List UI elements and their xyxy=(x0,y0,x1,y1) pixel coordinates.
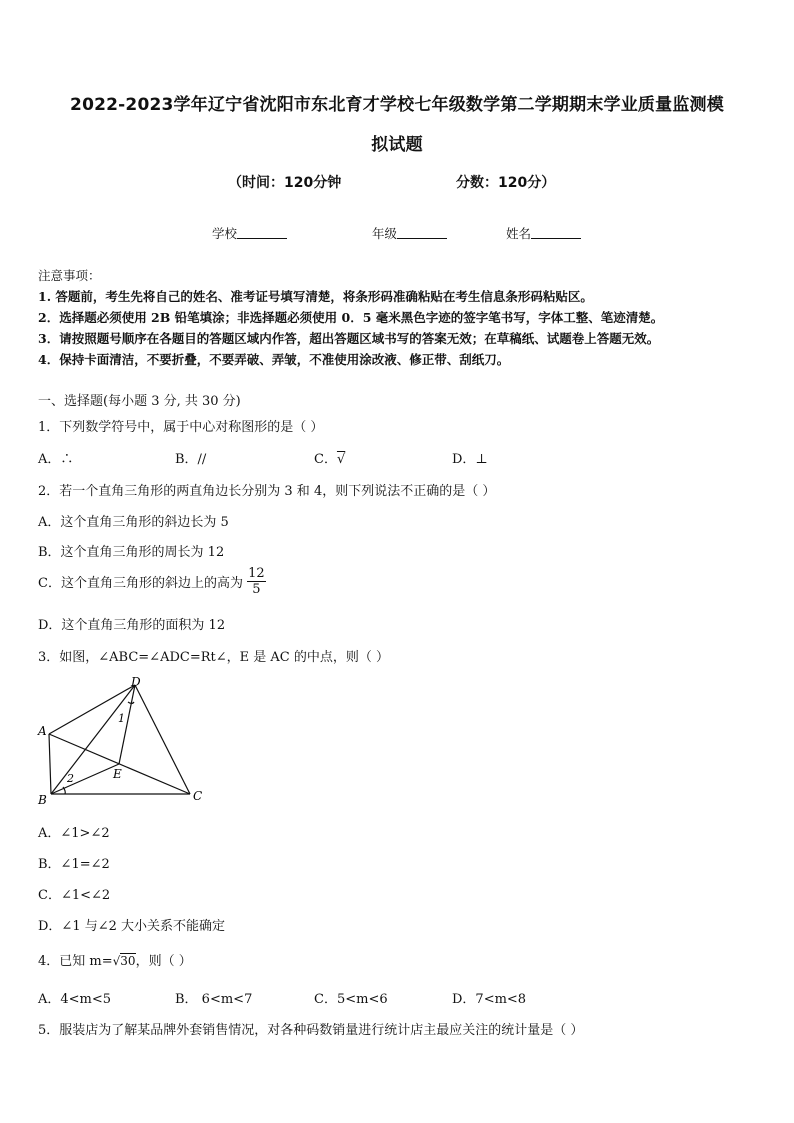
name-field xyxy=(506,224,581,242)
q4-option-c: C．5<m<6 xyxy=(314,992,388,1007)
grade-label: 年级 xyxy=(372,226,398,241)
name-blank[interactable] xyxy=(531,226,581,239)
sqrt-radicand: 30 xyxy=(120,954,136,968)
q1-option-c xyxy=(314,448,345,467)
q4-stem-pre: 4．已知 m= xyxy=(38,954,113,969)
notes-heading: 注意事项： xyxy=(38,268,101,283)
label-a: A xyxy=(38,724,47,738)
segment-cd xyxy=(135,685,190,794)
exam-score: 分数：120分） xyxy=(456,175,556,191)
q2-option-d: D．这个直角三角形的面积为 12 xyxy=(38,618,226,633)
note-item: 3．请按照题号顺序在各题目的答题区域内作答，超出答题区域书写的答案无效；在草稿纸、试题卷上答题无效。 xyxy=(38,331,660,346)
grade-field xyxy=(372,224,447,242)
segment-ab xyxy=(49,734,51,794)
q2-option-a: A．这个直角三角形的斜边长为 5 xyxy=(38,515,229,530)
q4-option-d: D．7<m<8 xyxy=(452,992,527,1007)
q1-stem: 1．下列数学符号中，属于中心对称图形的是（ ） xyxy=(38,420,324,435)
note-item: 1. 答题前，考生先将自己的姓名、准考证号填写清楚，将条形码准确粘贴在考生信息条形码粘贴区。 xyxy=(38,289,593,304)
q4-option-b: B． 6<m<7 xyxy=(175,992,253,1007)
fraction xyxy=(247,566,266,597)
label-angle-1: 1 xyxy=(118,712,125,725)
q3-stem: 3．如图，∠ABC=∠ADC=Rt∠，E 是 AC 的中点，则（ ） xyxy=(38,650,389,665)
q2-option-c-text: C．这个直角三角形的斜边上的高为 xyxy=(38,576,243,591)
q4-stem xyxy=(38,950,192,969)
note-item: 4．保持卡面清洁，不要折叠，不要弄破、弄皱，不准使用涂改液、修正带、刮纸刀。 xyxy=(38,352,510,367)
section-heading: 一、选择题(每小题 3 分, 共 30 分) xyxy=(38,394,241,409)
label-angle-2: 2 xyxy=(67,772,74,785)
q1-option-d: D．⊥ xyxy=(452,452,488,467)
segment-da xyxy=(49,685,135,734)
label-b: B xyxy=(38,793,47,807)
school-label: 学校 xyxy=(212,226,238,241)
label-d: D xyxy=(131,675,141,689)
geometry-figure xyxy=(30,672,210,807)
exam-time: （时间：120分钟 xyxy=(228,175,342,191)
q3-option-a: A．∠1>∠2 xyxy=(38,826,110,841)
exam-title-line1: 2022-2023学年辽宁省沈阳市东北育才学校七年级数学第二学期期末学业质量监测模 xyxy=(70,95,724,115)
note-item: 2．选择题必须使用 2B 铅笔填涂；非选择题必须使用 0．5 毫米黑色字迹的签字笔书写，字体工整、笔迹清楚。 xyxy=(38,310,664,325)
name-label: 姓名 xyxy=(506,226,532,241)
q2-option-b: B．这个直角三角形的周长为 12 xyxy=(38,545,225,560)
q2-stem: 2．若一个直角三角形的两直角边长分别为 3 和 4，则下列说法不正确的是（ ） xyxy=(38,484,496,499)
q3-option-d: D．∠1 与∠2 大小关系不能确定 xyxy=(38,919,226,934)
q5-stem: 5．服装店为了解某品牌外套销售情况，对各种码数销量进行统计店主最应关注的统计量是（ ） xyxy=(38,1023,584,1038)
exam-title-line2: 拟试题 xyxy=(371,135,423,155)
grade-blank[interactable] xyxy=(397,226,447,239)
q3-option-c: C．∠1<∠2 xyxy=(38,888,111,903)
q3-option-b: B．∠1=∠2 xyxy=(38,857,110,872)
fraction-denominator: 5 xyxy=(252,582,261,597)
q1-option-a: A．∴ xyxy=(38,452,74,467)
q4-stem-post: ，则（ ） xyxy=(135,954,192,969)
sqrt-symbol: √ xyxy=(336,452,346,467)
q2-option-c xyxy=(38,566,266,597)
label-c: C xyxy=(193,789,203,803)
q1-option-c-label: C． xyxy=(314,452,337,467)
school-field xyxy=(212,224,287,242)
q1-option-b: B．// xyxy=(175,452,207,467)
sqrt-expression: √30 xyxy=(112,954,136,968)
school-blank[interactable] xyxy=(237,226,287,239)
q4-option-a: A．4<m<5 xyxy=(38,992,112,1007)
segment-bd xyxy=(51,685,135,794)
fraction-numerator: 12 xyxy=(248,566,265,581)
label-e: E xyxy=(113,767,122,781)
segment-be xyxy=(51,764,119,794)
